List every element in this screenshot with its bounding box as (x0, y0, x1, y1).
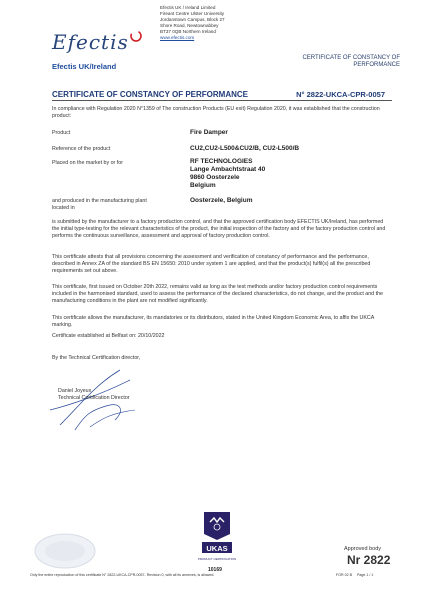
header-doc-type-line1: CERTIFICATE OF CONSTANCY OF (302, 55, 400, 61)
company-address (160, 5, 260, 41)
address-line: Fireant Centre Ulster University (160, 11, 225, 16)
plant-value: Oosterzele, Belgium (190, 197, 253, 204)
approved-body-number: Nr 2822 (347, 553, 391, 567)
plant-label-line1: and produced in the manufacturing plant (52, 198, 147, 204)
paragraph-ukca-marking: This certificate allows the manufacturer, its mandatories or its distributors, stated in the United Kingdom Economic Area, to affix the UKCA marking. (52, 315, 374, 328)
decorative-seal-image (30, 527, 100, 572)
established-line: Certificate established at Belfast on: 20/10/2022 (52, 333, 165, 339)
header-doc-type (300, 55, 400, 69)
logo-subtitle: Efectis UK/Ireland (52, 62, 117, 71)
logo-text: Efectis (52, 30, 129, 54)
paragraph-validity: This certificate, first issued on October 20th 2022, remains valid as long as the test methods and/or factory production control requirements included in the harmonised standard, used to assess the performance of the declared characteristics, do not change, and the product and the manufacturing conditions in the plant are not modified significantly. (52, 284, 383, 304)
signatory-intro: By the Technical Certification director, (52, 355, 141, 361)
address-line: Shore Road, Newtownabbey (160, 23, 219, 28)
product-value: Fire Damper (190, 129, 228, 136)
ukas-label: UKAS (206, 544, 228, 553)
signatory-name: Daniel Joyeux (58, 388, 92, 394)
certificate-title: CERTIFICATE OF CONSTANCY OF PERFORMANCE (52, 90, 248, 99)
reference-value: CU2,CU2-L500&CU2/B, CU2-L500/B (190, 145, 300, 152)
approved-body-label: Approved body (344, 546, 381, 552)
ukas-sub: PRODUCT CERTIFICATION (197, 557, 237, 561)
ukas-logo-icon (197, 510, 237, 566)
ukas-number: 10169 (208, 567, 222, 573)
manufacturer-line: 9860 Oosterzele (190, 174, 240, 181)
plant-label-line2: located in (52, 205, 75, 211)
paragraph-submission: is submitted by the manufacturer to a factory production control, and that the approved certification body EFECTIS UK/Ireland, has performed the initial type-testing for the relevant characteristics of the product, the initial inspection of the factory and of the factory production control and performs the continuous surveillance, assessment and approval of factory production control. (52, 219, 386, 239)
placed-on-market-label: Placed on the market by or for (52, 160, 123, 166)
manufacturer-address (190, 158, 265, 190)
logo-swirl-icon (128, 28, 144, 44)
manufacturer-line: Lange Ambachtstraat 40 (190, 166, 266, 173)
address-line: Jordanstown Campus, Block 27 (160, 17, 225, 22)
address-line: Efectis UK / Ireland Limited (160, 5, 216, 10)
website-link[interactable]: www.efectis.com (160, 35, 195, 40)
manufacturer-line: Belgium (190, 182, 216, 189)
signatory-role: Technical Certification Director (58, 395, 130, 401)
footer-reproduction-note: Only the entire reproduction of this certificate N° 2822-UKCA-CPR-0057- Revision 0, with all its annexes, is allowed. (30, 573, 215, 577)
paragraph-attestation: This certificate attests that all provisions concerning the assessment and verification of constancy of performance and the performance, described in Annex ZA of the standard BS EN 15650: 2010 under system 1 are applied, and that the product(s) fulfil(s) all the prescribed requirements set out above. (52, 254, 371, 274)
product-label: Product (52, 130, 71, 136)
footer-form-code: FOR 02 B (336, 573, 352, 577)
reference-label: Reference of the product (52, 146, 111, 152)
footer-page-number: Page 1 / 1 (356, 573, 374, 577)
title-divider (52, 100, 392, 101)
intro-paragraph: In compliance with Regulation 2020 N°1359 of The construction Products (EU exit) Regulation 2020, it was established that the construction product: (52, 106, 380, 119)
plant-label (52, 198, 147, 212)
certificate-number: N° 2822-UKCA-CPR-0057 (296, 90, 385, 99)
address-line: BT37 0QB Northern Ireland (160, 29, 216, 34)
header-doc-type-line2: PERFORMANCE (353, 62, 400, 68)
manufacturer-line: RF TECHNOLOGIES (190, 158, 253, 165)
efectis-logo (52, 30, 129, 54)
footer-meta (336, 573, 373, 577)
